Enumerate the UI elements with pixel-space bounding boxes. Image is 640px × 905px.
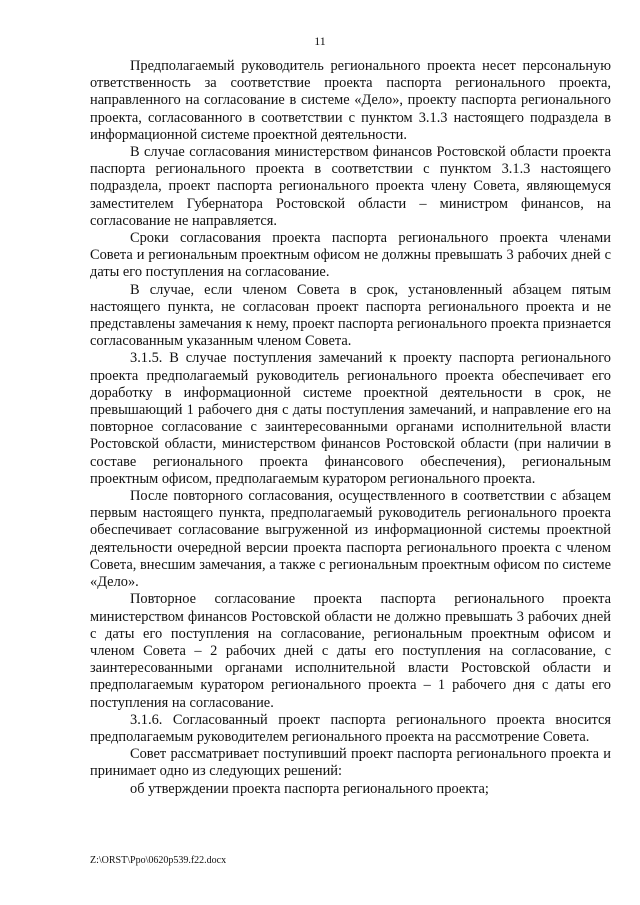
page-number: 11 xyxy=(314,34,326,48)
paragraph: 3.1.6. Согласованный проект паспорта регионального проекта вносится предполагаемым руководителем регионального проекта на рассмотрение Совета. xyxy=(90,711,611,745)
paragraph: об утверждении проекта паспорта регионального проекта; xyxy=(130,780,489,797)
paragraph: 3.1.5. В случае поступления замечаний к проекту паспорта регионального проекта предполагаемый руководитель регионального проекта обеспечивает его доработку в информационной системе проектной деятельности в срок, не превышающий 1 рабочего дня с даты поступления замечаний, и направление его на повторное согласование с заинтересованными органами исполнительной власти Ростовской области, министерством финансов Ростовской области (при наличии в составе регионального проекта финансового обеспечения), региональным проектным офисом, предполагаемым куратором регионального проекта. xyxy=(90,350,611,487)
paragraph: Повторное согласование проекта паспорта регионального проекта министерством финансов Ростовской области не должно превышать 3 рабочих дней с даты его поступления на согласование, региональным проектным офисом и членом Совета – 2 рабочих дней с даты его поступления на согласование, с заинтересованными органами исполнительной власти Ростовской области и предполагаемым куратором регионального проекта – 1 рабочего дня с даты его поступления на согласование. xyxy=(90,591,611,711)
paragraph: Предполагаемый руководитель регионального проекта несет персональную ответственность за соответствие проекта паспорта регионального проекта, направленного на согласование в системе «Дело», проекту паспорта регионального проекта, согласованного в соответствии с пунктом 3.1.3 настоящего подраздела в информационной системе проектной деятельности. xyxy=(90,58,611,143)
paragraph: Сроки согласования проекта паспорта регионального проекта членами Совета и региональным проектным офисом не должны превышать 3 рабочих дней с даты его поступления на согласование. xyxy=(90,230,611,281)
paragraph: После повторного согласования, осуществленного в соответствии с абзацем первым настоящего пункта, предполагаемый руководитель регионального проекта обеспечивает согласование выгруженной из информационной системы проектной деятельности очередной версии проекта паспорта регионального проекта с членом Совета, внесшим замечания, а также с региональным проектным офисом по системе «Дело». xyxy=(90,488,611,591)
paragraph: Совет рассматривает поступивший проект паспорта регионального проекта и принимает одно из следующих решений: xyxy=(90,746,611,780)
document-body xyxy=(90,58,611,798)
paragraph: В случае, если членом Совета в срок, установленный абзацем пятым настоящего пункта, не согласован проект паспорта регионального проекта и не представлены замечания к нему, проект паспорта регионального проекта признается согласованным указанным членом Совета. xyxy=(90,281,611,350)
paragraph: В случае согласования министерством финансов Ростовской области проекта паспорта регионального проекта в соответствии с пунктом 3.1.3 настоящего подраздела, проект паспорта регионального проекта члену Совета, являющемуся заместителем Губернатора Ростовской области – министром финансов, на согласование не направляется. xyxy=(90,144,611,229)
footer-file-path: Z:\ORST\Ppo\0620p539.f22.docx xyxy=(90,855,227,866)
